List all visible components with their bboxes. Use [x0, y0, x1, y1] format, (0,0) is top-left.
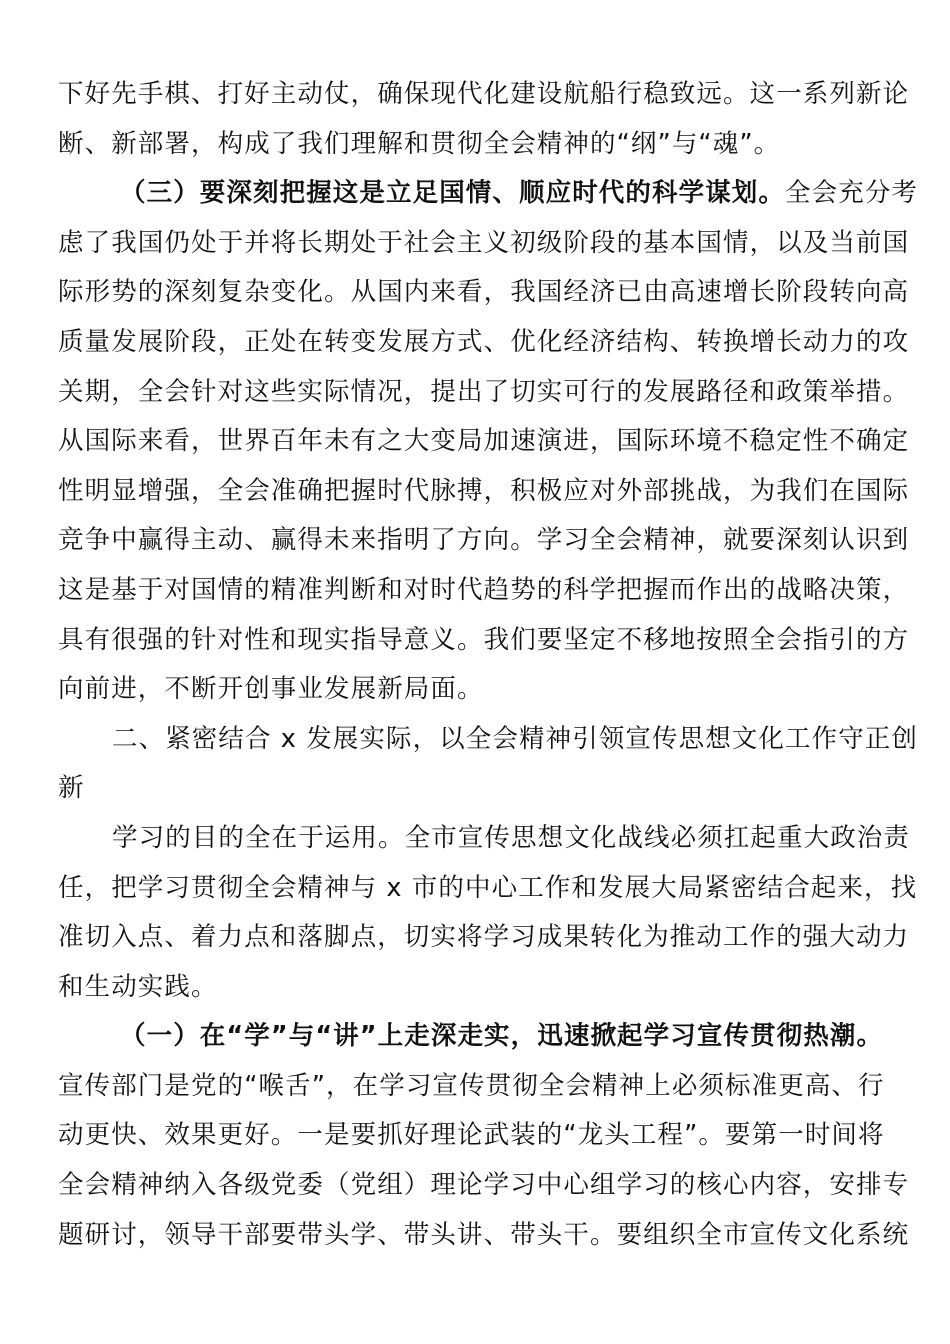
text-line: 宣传部门是党的“喉舌”，在学习宣传贯彻全会精神上必须标准更高、行 [58, 1070, 885, 1101]
text-line: 任，把学习贯彻全会精神与 x 市的中心工作和发展大局紧密结合起来，找 [58, 872, 918, 903]
text-line: 竞争中赢得主动、赢得未来指明了方向。学习全会精神，就要深刻认识到 [58, 525, 910, 556]
subheading-line [58, 1012, 884, 1062]
subheading-line [58, 169, 919, 219]
text-line: 虑了我国仍处于并将长期处于社会主义初级阶段的基本国情，以及当前国 [58, 227, 910, 258]
text-line: 具有很强的针对性和现实指导意义。我们要坚定不移地按照全会指引的方 [58, 624, 910, 655]
subheading-continuation: 全会充分考 [785, 178, 919, 209]
section-heading: 二、紧密结合 x 发展实际，以全会精神引领宣传思想文化工作守正创 [112, 723, 919, 754]
text-line: 下好先手棋、打好主动仗，确保现代化建设航船行稳致远。这一系列新论 [58, 79, 910, 109]
document-page [58, 70, 919, 1260]
subheading-bold: （三）要深刻把握这是立足国情、顺应时代的科学谋划。 [120, 178, 786, 209]
text-line: 这是基于对国情的精准判断和对时代趋势的科学把握而作出的战略决策， [58, 574, 910, 605]
text-line: 题研讨，领导干部要带头学、带头讲、带头干。要组织全市宣传文化系统 [58, 1219, 910, 1250]
text-line: 从国际来看，世界百年未有之大变局加速演进，国际环境不稳定性不确定 [58, 426, 910, 457]
section-heading-continuation: 新 [58, 773, 85, 804]
text-line: 际形势的深刻复杂变化。从国内来看，我国经济已由高速增长阶段转向高 [58, 277, 910, 308]
text-line: 动更快、效果更好。一是要抓好理论武装的“龙头工程”。要第一时间将 [58, 1120, 885, 1151]
text-line: 学习的目的全在于运用。全市宣传思想文化战线必须扛起重大政治责 [112, 822, 911, 853]
text-line: 断、新部署，构成了我们理解和贯彻全会精神的“纲”与“魂”。 [58, 128, 781, 159]
text-line: 质量发展阶段，正处在转变发展方式、优化经济结构、转换增长动力的攻 [58, 326, 910, 357]
subheading-bold: （一）在“学”与“讲”上走深走实，迅速掀起学习宣传贯彻热潮。 [120, 1021, 884, 1052]
text-line: 准切入点、着力点和落脚点，切实将学习成果转化为推动工作的强大动力 [58, 922, 910, 953]
text-line: 全会精神纳入各级党委（党组）理论学习中心组学习的核心内容，安排专 [58, 1170, 910, 1201]
text-line: 和生动实践。 [58, 971, 218, 1002]
text-line: 关期，全会针对这些实际情况，提出了切实可行的发展路径和政策举措。 [58, 376, 910, 407]
text-line: 向前进，不断开创事业发展新局面。 [58, 674, 484, 705]
text-line: 性明显增强，全会准确把握时代脉搏，积极应对外部挑战，为我们在国际 [58, 475, 910, 506]
